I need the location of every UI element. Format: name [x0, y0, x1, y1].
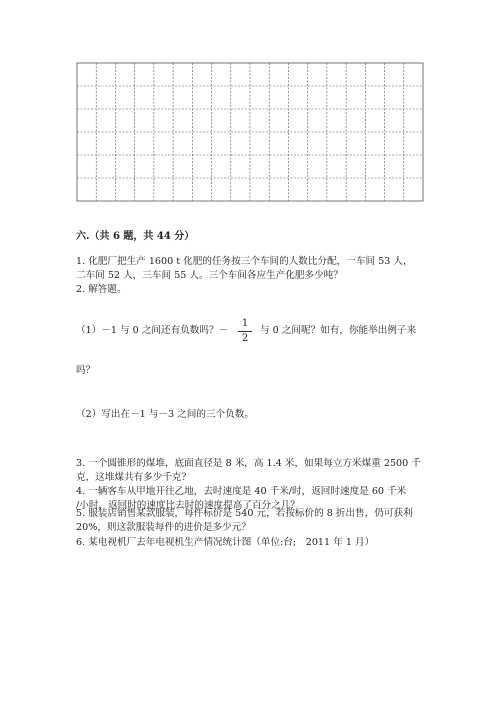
question-1-line-2: 二车间 52 人，三车间 55 人。三个车间各应生产化肥多少吨？ — [76, 270, 343, 281]
fraction-bar — [238, 331, 252, 332]
section-heading: 六.（共 6 题，共 44 分） — [76, 231, 195, 242]
question-5-line-1: 5. 服装店销售某款服装，每件标价是 540 元，若按标价的 8 折出售，仍可获利 — [76, 508, 413, 519]
question-4-line-1: 4. 一辆客车从甲地开往乙地，去时速度是 40 千米/时，返回时速度是 60 千米 — [76, 486, 407, 497]
question-6-line-1: 6. 某电视机厂去年电视机生产情况统计图（单位:台; 2011 年 1 月） — [76, 537, 375, 548]
question-2-part-1-continued: 吗？ — [76, 365, 96, 376]
question-2-part-2: （2）写出在－1 与－3 之间的三个负数。 — [76, 409, 254, 420]
fraction-denominator: 2 — [241, 333, 249, 344]
question-1-line-1: 1. 化肥厂把生产 1600 t 化肥的任务按三个车间的人数比分配，一车间 53 人， — [76, 256, 413, 267]
question-3-line-2: 克，这堆煤共有多少千克？ — [76, 472, 192, 483]
question-2-part-1-after-fraction: 与 0 之间呢？如有，你能举出例子来 — [260, 325, 417, 336]
fraction-numerator: 1 — [241, 318, 249, 329]
question-4-line-2: /小时，返回时的速度比去时的速度提高了百分之几？ — [76, 500, 300, 511]
question-3-line-1: 3. 一个圆锥形的煤堆，底面直径是 8 米，高 1.4 米，如果每立方米煤重 2500 千 — [76, 458, 421, 469]
question-2-title: 2. 解答题。 — [76, 284, 127, 295]
question-2-part-1: （1）－1 与 0 之间还有负数吗？－ — [76, 325, 229, 336]
question-5-line-2: 20%，则这款服装每件的进价是多少元？ — [76, 522, 251, 533]
